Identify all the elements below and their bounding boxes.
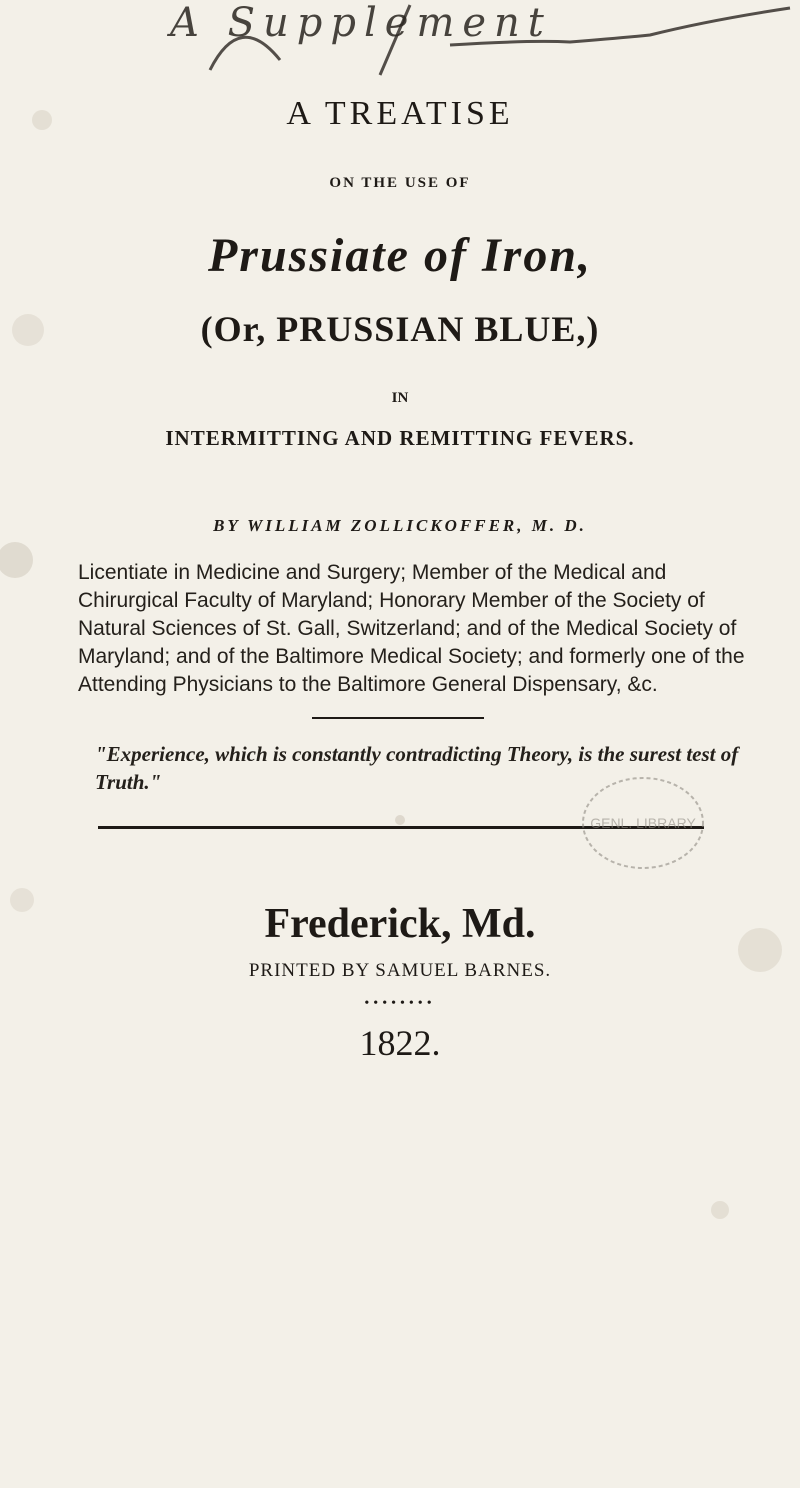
inscription-text: A Supplement — [170, 0, 552, 46]
motto-quote: "Experience, which is constantly contradicting Theory, is the surest test of Truth." — [95, 742, 739, 794]
stamp-text: GENL. LIBRARY — [590, 815, 696, 831]
publication-year: 1822. — [359, 1023, 441, 1063]
author-credentials: Licentiate in Medicine and Surgery; Member of the Medical and Chirurgical Faculty of Maryland; Honorary Member of the Society of Natural Sciences of St. Gall, Switzerland; and of the Medical Society of Maryland; and of the Baltimore Medical Society; and formerly one of the Attending Physicians to the Baltimore General Dispensary, &c. — [78, 561, 745, 696]
publication-place: Frederick, Md. — [264, 901, 536, 947]
author-line: BY WILLIAM ZOLLICKOFFER, M. D. — [213, 516, 587, 535]
preposition-in: IN — [391, 390, 409, 406]
printer-line: PRINTED BY SAMUEL BARNES. — [248, 960, 552, 981]
subject-title: Prussiate of Iron, — [207, 229, 593, 282]
subject-alternate: (Or, PRUSSIAN BLUE,) — [200, 309, 600, 349]
on-the-use-of: ON THE USE OF — [329, 175, 471, 191]
ornament-dots: •••••••• — [364, 996, 436, 1011]
fevers-line: INTERMITTING AND REMITTING FEVERS. — [165, 426, 635, 450]
heading-treatise: A TREATISE — [286, 95, 514, 132]
